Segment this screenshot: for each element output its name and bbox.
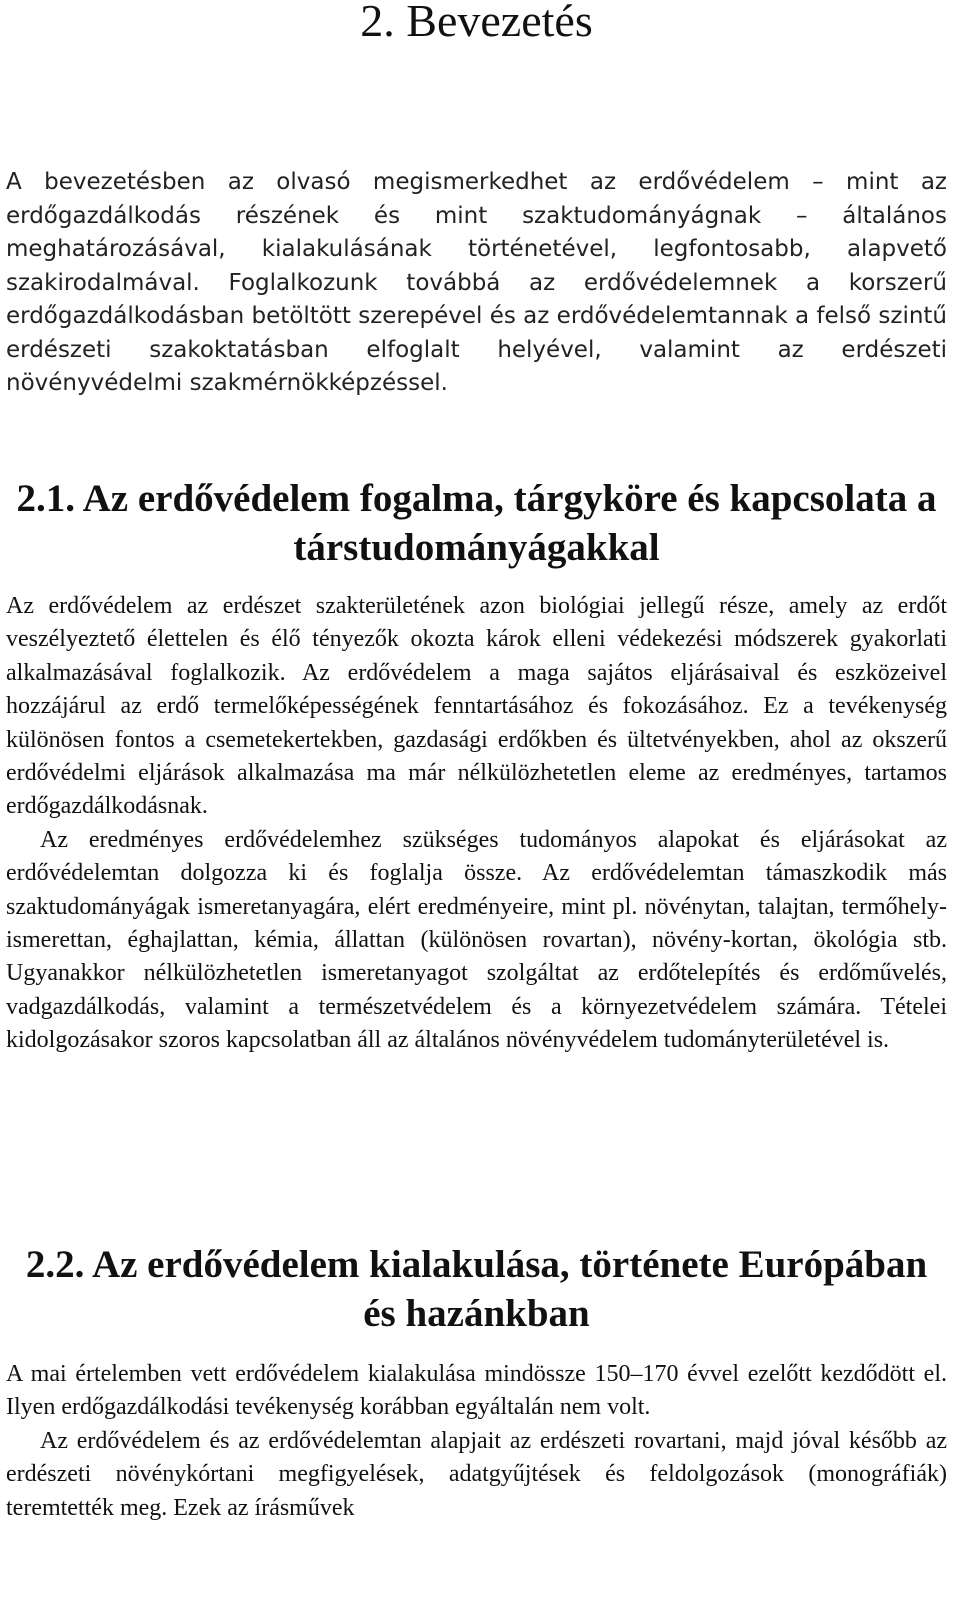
section-2-1-body [6, 590, 947, 1058]
section-2-1-paragraph-2: Az eredményes erdővédelemhez szükséges tudományos alapokat és eljárásokat az erdővédelemtan dolgozza ki és foglalja össze. Az erdővédelemtan támaszkodik más szaktudományágak ismeretanyagára, elért eredményeire, mint pl. növénytan, talajtan, termőhely-ismerettan, éghajlattan, kémia, állattan (különösen rovartan), növény-kortan, ökológia stb. Ugyanakkor nélkülözhetetlen ismeretanyagot szolgáltat az erdőtelepítés és erdőművelés, vadgazdálkodás, valamint a természetvédelem és a környezetvédelem számára. Tételei kidolgozásakor szoros kapcsolatban áll az általános növényvédelem tudományterületével is. [6, 826, 947, 1054]
section-2-1-title: 2.1. Az erdővédelem fogalma, tárgyköre és kapcsolata a társtudományágakkal [16, 477, 937, 569]
section-2-2-paragraph-1: A mai értelemben vett erdővédelem kialakulása mindössze 150–170 évvel ezelőtt kezdődött el. Ilyen erdőgazdálkodási tevékenység korábban egyáltalán nem volt. [6, 1361, 947, 1421]
section-2-2-body [6, 1358, 947, 1525]
section-2-2-title: 2.2. Az erdővédelem kialakulása, története Európában és hazánkban [25, 1243, 928, 1335]
intro-paragraph: A bevezetésben az olvasó megismerkedhet az erdővédelem – mint az erdőgazdálkodás részének és mint szaktudományágnak – általános meghatározásával, kialakulásának történetével, legfontosabb, alapvető szakirodalmával. Foglalkozunk továbbá az erdővédelemnek a korszerű erdőgazdálkodásban betöltött szerepével és az erdővédelemtannak a felső szintű erdészeti szakoktatásban elfoglalt helyével, valamint az erdészeti növényvédelmi szakmérnökképzéssel. [6, 169, 948, 396]
chapter-title: 2. Bevezetés [360, 0, 593, 46]
section-2-1-paragraph-1: Az erdővédelem az erdészet szakterületének azon biológiai jellegű része, amely az erdőt veszélyeztető élettelen és élő tényezők okozta károk elleni védekezési módszerek gyakorlati alkalmazásával foglalkozik. Az erdővédelem a maga sajátos eljárásaival és eszközeivel hozzájárul az erdő termelőképességének fenntartásához és fokozásához. Ez a tevékenység különösen fontos a csemetekertekben, gazdasági erdőkben és ültetvényekben, ahol az okszerű erdővédelmi eljárások alkalmazása ma már nélkülözhetetlen eleme az eredményes, tartamos erdőgazdálkodásnak. [6, 593, 947, 820]
section-2-2-paragraph-2: Az erdővédelem és az erdővédelemtan alapjait az erdészeti rovartani, majd jóval később az erdészeti növénykórtani megfigyelések, adatgyűjtések és feldolgozások (monográfiák) teremtették meg. Ezek az írásművek [6, 1427, 947, 1521]
